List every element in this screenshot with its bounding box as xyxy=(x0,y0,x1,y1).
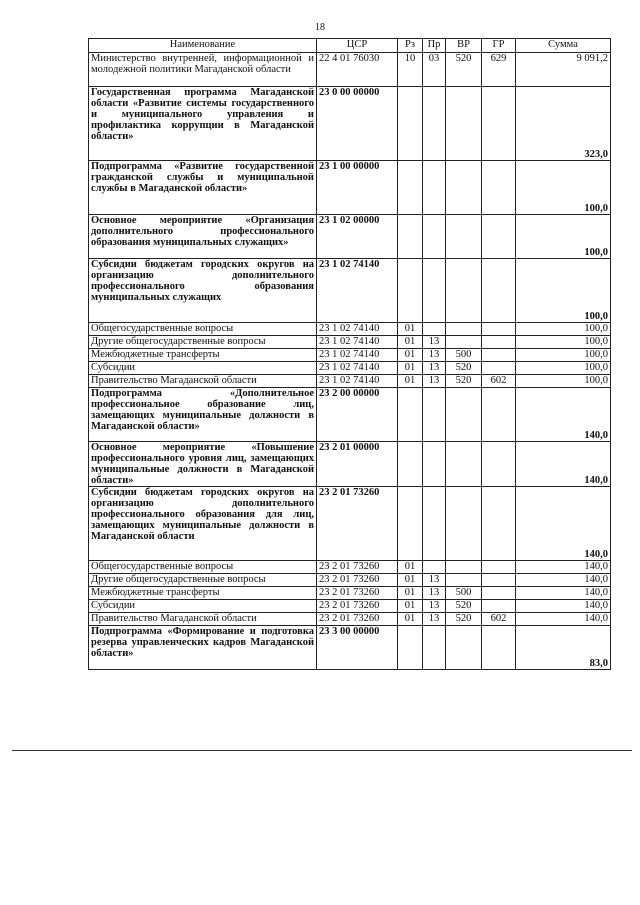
cell-gr xyxy=(482,215,516,259)
cell-gr xyxy=(482,626,516,670)
header-gr: ГР xyxy=(482,39,516,53)
cell-sum: 140,0 xyxy=(516,600,611,613)
cell-pr: 13 xyxy=(423,613,446,626)
cell-pr: 13 xyxy=(423,600,446,613)
cell-csr: 23 1 02 74140 xyxy=(317,375,398,388)
cell-name: Субсидии xyxy=(89,600,317,613)
cell-vr: 520 xyxy=(446,53,482,87)
cell-csr: 23 2 01 73260 xyxy=(317,600,398,613)
cell-name: Государственная программа Магаданской области «Развитие системы государственного и муниципального управления и профилактика коррупции в Магаданской области» xyxy=(89,87,317,161)
cell-sum: 100,0 xyxy=(516,375,611,388)
cell-csr: 23 2 01 73260 xyxy=(317,574,398,587)
table-row xyxy=(89,561,611,574)
cell-csr: 23 1 02 74140 xyxy=(317,336,398,349)
cell-name: Правительство Магаданской области xyxy=(89,613,317,626)
table-row xyxy=(89,53,611,87)
cell-gr xyxy=(482,442,516,487)
table-row xyxy=(89,349,611,362)
cell-rz: 01 xyxy=(398,375,423,388)
cell-rz: 01 xyxy=(398,362,423,375)
cell-name: Подпрограмма «Развитие государственной гражданской службы и муниципальной службы в Магаданской области» xyxy=(89,161,317,215)
cell-csr: 22 4 01 76030 xyxy=(317,53,398,87)
cell-pr: 13 xyxy=(423,587,446,600)
cell-gr: 602 xyxy=(482,375,516,388)
cell-vr: 500 xyxy=(446,349,482,362)
table-body xyxy=(89,53,611,670)
cell-rz: 01 xyxy=(398,587,423,600)
cell-name: Субсидии xyxy=(89,362,317,375)
cell-gr xyxy=(482,587,516,600)
cell-name: Общегосударственные вопросы xyxy=(89,561,317,574)
cell-name: Межбюджетные трансферты xyxy=(89,587,317,600)
cell-csr: 23 2 01 73260 xyxy=(317,587,398,600)
page-number: 18 xyxy=(315,22,325,33)
cell-sum: 100,0 xyxy=(516,215,611,259)
budget-table xyxy=(88,38,611,670)
cell-csr: 23 2 00 00000 xyxy=(317,388,398,442)
page-divider-line xyxy=(12,750,632,751)
cell-vr xyxy=(446,87,482,161)
header-pr: Пр xyxy=(423,39,446,53)
cell-gr xyxy=(482,487,516,561)
cell-csr: 23 1 02 74140 xyxy=(317,362,398,375)
cell-name: Другие общегосударственные вопросы xyxy=(89,336,317,349)
cell-sum: 323,0 xyxy=(516,87,611,161)
cell-sum: 100,0 xyxy=(516,336,611,349)
cell-vr: 520 xyxy=(446,613,482,626)
table-row xyxy=(89,215,611,259)
cell-name: Основное мероприятие «Организация дополнительного профессионального образования муниципальных служащих» xyxy=(89,215,317,259)
header-vr: ВР xyxy=(446,39,482,53)
cell-pr xyxy=(423,161,446,215)
cell-sum: 100,0 xyxy=(516,349,611,362)
cell-rz xyxy=(398,161,423,215)
cell-sum: 140,0 xyxy=(516,442,611,487)
cell-rz xyxy=(398,87,423,161)
cell-name: Другие общегосударственные вопросы xyxy=(89,574,317,587)
cell-pr xyxy=(423,87,446,161)
cell-csr: 23 2 01 73260 xyxy=(317,487,398,561)
cell-sum: 83,0 xyxy=(516,626,611,670)
cell-gr xyxy=(482,388,516,442)
cell-rz xyxy=(398,259,423,323)
cell-vr xyxy=(446,442,482,487)
cell-pr xyxy=(423,215,446,259)
cell-gr xyxy=(482,336,516,349)
cell-name: Подпрограмма «Дополнительное профессиональное образование лиц, замещающих муниципальные должности в Магаданской области» xyxy=(89,388,317,442)
cell-csr: 23 2 01 73260 xyxy=(317,613,398,626)
cell-pr: 13 xyxy=(423,349,446,362)
cell-rz xyxy=(398,442,423,487)
table-row xyxy=(89,587,611,600)
cell-sum: 100,0 xyxy=(516,362,611,375)
table-row xyxy=(89,388,611,442)
cell-sum: 100,0 xyxy=(516,323,611,336)
cell-rz xyxy=(398,487,423,561)
table-row xyxy=(89,336,611,349)
cell-sum: 140,0 xyxy=(516,574,611,587)
cell-gr xyxy=(482,574,516,587)
cell-rz: 01 xyxy=(398,574,423,587)
cell-pr xyxy=(423,626,446,670)
cell-name: Подпрограмма «Формирование и подготовка резерва управленческих кадров Магаданской области» xyxy=(89,626,317,670)
cell-vr xyxy=(446,323,482,336)
header-rz: Рз xyxy=(398,39,423,53)
cell-name: Общегосударственные вопросы xyxy=(89,323,317,336)
cell-pr xyxy=(423,323,446,336)
cell-rz: 01 xyxy=(398,323,423,336)
cell-sum: 140,0 xyxy=(516,561,611,574)
cell-sum: 140,0 xyxy=(516,388,611,442)
cell-vr: 520 xyxy=(446,600,482,613)
cell-csr: 23 1 02 74140 xyxy=(317,323,398,336)
cell-gr xyxy=(482,259,516,323)
cell-rz xyxy=(398,388,423,442)
cell-pr xyxy=(423,561,446,574)
table-row xyxy=(89,323,611,336)
cell-gr xyxy=(482,561,516,574)
cell-csr: 23 1 02 74140 xyxy=(317,349,398,362)
cell-vr: 520 xyxy=(446,362,482,375)
cell-csr: 23 1 00 00000 xyxy=(317,161,398,215)
table-row xyxy=(89,259,611,323)
cell-csr: 23 3 00 00000 xyxy=(317,626,398,670)
header-name: Наименование xyxy=(89,39,317,53)
cell-gr xyxy=(482,87,516,161)
cell-vr xyxy=(446,574,482,587)
header-sum: Сумма xyxy=(516,39,611,53)
table-row xyxy=(89,574,611,587)
cell-sum: 100,0 xyxy=(516,259,611,323)
cell-rz xyxy=(398,215,423,259)
cell-vr xyxy=(446,336,482,349)
cell-gr: 629 xyxy=(482,53,516,87)
cell-pr xyxy=(423,388,446,442)
cell-vr xyxy=(446,561,482,574)
cell-vr xyxy=(446,215,482,259)
cell-csr: 23 2 01 00000 xyxy=(317,442,398,487)
cell-sum: 140,0 xyxy=(516,613,611,626)
cell-gr xyxy=(482,349,516,362)
cell-vr: 520 xyxy=(446,375,482,388)
cell-pr xyxy=(423,442,446,487)
cell-rz: 01 xyxy=(398,561,423,574)
cell-pr: 13 xyxy=(423,362,446,375)
cell-rz: 01 xyxy=(398,613,423,626)
table-row xyxy=(89,600,611,613)
cell-name: Субсидии бюджетам городских округов на организацию дополнительного профессионального образования для лиц, замещающих муниципальные должности в Магаданской области xyxy=(89,487,317,561)
cell-gr xyxy=(482,600,516,613)
table-row xyxy=(89,487,611,561)
cell-sum: 9 091,2 xyxy=(516,53,611,87)
cell-gr xyxy=(482,161,516,215)
cell-pr: 13 xyxy=(423,574,446,587)
cell-rz: 01 xyxy=(398,349,423,362)
cell-sum: 100,0 xyxy=(516,161,611,215)
cell-vr xyxy=(446,487,482,561)
cell-name: Правительство Магаданской области xyxy=(89,375,317,388)
cell-pr xyxy=(423,487,446,561)
table-header-row xyxy=(89,39,611,53)
cell-name: Министерство внутренней, информационной и молодежной политики Магаданской области xyxy=(89,53,317,87)
cell-vr xyxy=(446,626,482,670)
table-row xyxy=(89,362,611,375)
cell-vr xyxy=(446,259,482,323)
cell-name: Основное мероприятие «Повышение профессионального уровня лиц, замещающих муниципальные должности в Магаданской области» xyxy=(89,442,317,487)
cell-sum: 140,0 xyxy=(516,587,611,600)
cell-csr: 23 1 02 00000 xyxy=(317,215,398,259)
cell-csr: 23 1 02 74140 xyxy=(317,259,398,323)
cell-sum: 140,0 xyxy=(516,487,611,561)
cell-csr: 23 0 00 00000 xyxy=(317,87,398,161)
table-row xyxy=(89,87,611,161)
header-csr: ЦСР xyxy=(317,39,398,53)
cell-gr: 602 xyxy=(482,613,516,626)
cell-rz: 10 xyxy=(398,53,423,87)
cell-vr xyxy=(446,388,482,442)
table-row xyxy=(89,375,611,388)
cell-gr xyxy=(482,362,516,375)
cell-vr xyxy=(446,161,482,215)
table-row xyxy=(89,161,611,215)
cell-vr: 500 xyxy=(446,587,482,600)
cell-rz xyxy=(398,626,423,670)
cell-pr xyxy=(423,259,446,323)
cell-rz: 01 xyxy=(398,600,423,613)
table-row xyxy=(89,442,611,487)
cell-name: Межбюджетные трансферты xyxy=(89,349,317,362)
cell-rz: 01 xyxy=(398,336,423,349)
cell-gr xyxy=(482,323,516,336)
cell-pr: 03 xyxy=(423,53,446,87)
table-row xyxy=(89,613,611,626)
cell-name: Субсидии бюджетам городских округов на организацию дополнительного профессионального образования муниципальных служащих xyxy=(89,259,317,323)
cell-pr: 13 xyxy=(423,336,446,349)
cell-pr: 13 xyxy=(423,375,446,388)
cell-csr: 23 2 01 73260 xyxy=(317,561,398,574)
table-row xyxy=(89,626,611,670)
